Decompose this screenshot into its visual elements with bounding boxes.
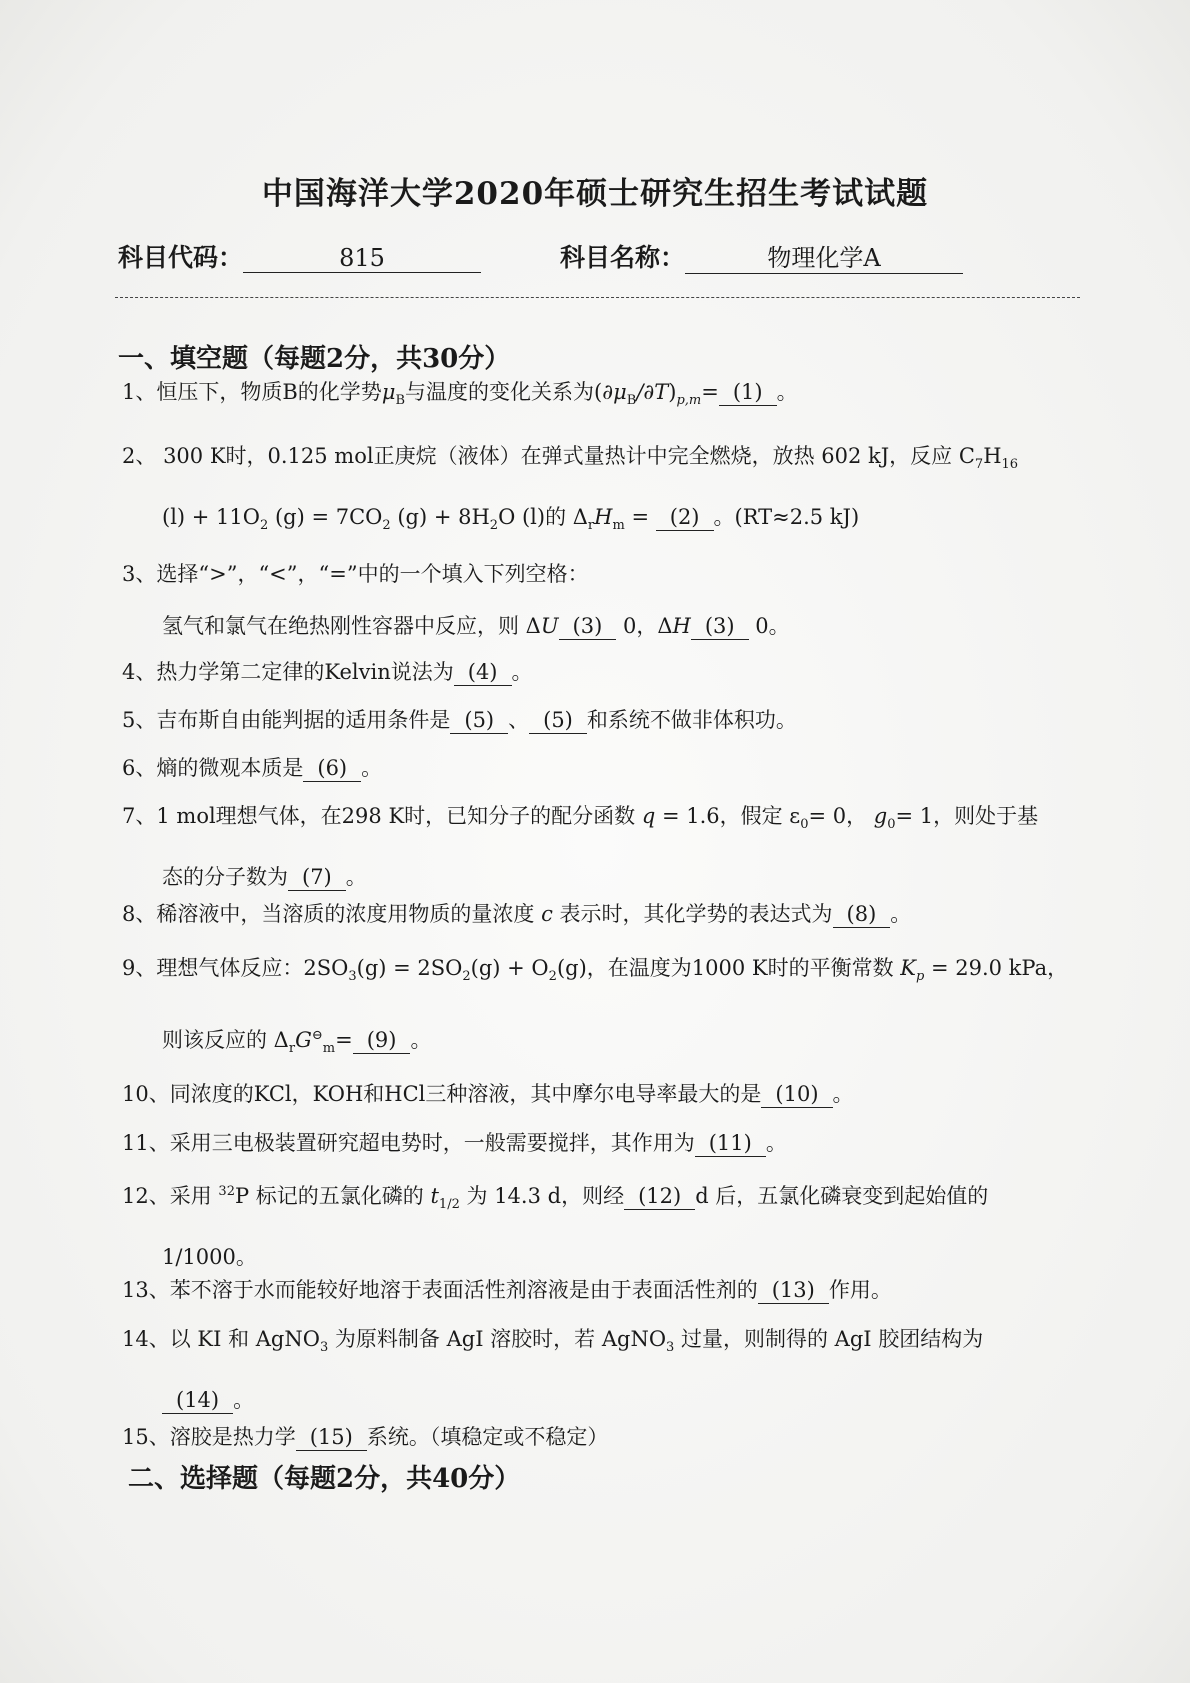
question-1: 1、恒压下，物质B的化学势$\mu_B$与温度的变化关系为$(\partial\mu_B/\partial T)_{p,m}= (1)$ 。 xyxy=(122,380,798,409)
question-4: 4、热力学第二定律的Kelvin说法为 (4) 。 xyxy=(122,660,533,684)
question-2: 2、 300 K时，0.125 mol正庚烷（液体）在弹式量热计中完全燃烧，放热 602 kJ，反应 $C_7H_{16}$ $(l) + 11O_2$ $(g) = 7CO_2$ $(g) + 8H_2O$ (l)的 $\Delta_rH_m = (2)$ 。(RT≈2.5 kJ) xyxy=(122,444,1019,534)
blank-3a: (3) xyxy=(559,613,617,640)
blank-6: (6) xyxy=(303,755,361,782)
blank-8: (8) xyxy=(833,901,891,928)
blank-12: (12) xyxy=(624,1183,695,1210)
subject-code-label: 科目代码： xyxy=(118,243,244,272)
blank-11: (11) xyxy=(695,1130,766,1157)
blank-2: (2) xyxy=(656,504,714,531)
blank-5a: (5) xyxy=(450,707,508,734)
blank-7: (7) xyxy=(288,864,346,891)
subject-name xyxy=(560,238,963,274)
subject-code xyxy=(118,238,481,274)
blank-5b: (5) xyxy=(529,707,587,734)
question-13: 13、苯不溶于水而能较好地溶于表面活性剂溶液是由于表面活性剂的 (13) 作用。 xyxy=(122,1278,892,1302)
blank-3b: (3) xyxy=(691,613,749,640)
question-14: 14、以 KI 和 AgNO$_3$ 为原料制备 AgI 溶胶时，若 AgNO$_3$ 过量，则制得的 AgI 胶团结构为 (14) 。 xyxy=(122,1327,984,1413)
blank-15: (15) xyxy=(296,1424,367,1451)
question-15: 15、溶胶是热力学 (15) 系统。（填稳定或不稳定） xyxy=(122,1425,609,1449)
question-3: 3、选择“>”，“<”，“=”中的一个填入下列空格： 氢气和氯气在绝热刚性容器中反应，则 ΔU (3) 0，ΔH (3) 0。 xyxy=(122,562,790,638)
question-8: 8、稀溶液中，当溶质的浓度用物质的量浓度 c 表示时，其化学势的表达式为 (8) 。 xyxy=(122,902,912,926)
question-10: 10、同浓度的KCl，KOH和HCl三种溶液，其中摩尔电导率最大的是 (10) 。 xyxy=(122,1082,854,1106)
exam-title: 中国海洋大学2020年硕士研究生招生考试试题 xyxy=(261,176,929,212)
blank-9: (9) xyxy=(353,1027,411,1054)
subject-name-label: 科目名称： xyxy=(560,243,686,272)
question-9-line2: 则该反应的 $\Delta_rG^⊖_m= (9)$ 。 xyxy=(162,1028,432,1057)
question-7: 7、1 mol理想气体，在298 K时，已知分子的配分函数 q = 1.6，假定 $\varepsilon_0= 0$， $g_0= 1$，则处于基 态的分子数为 (7) 。 xyxy=(122,804,1039,890)
question-5: 5、吉布斯自由能判据的适用条件是 (5) 、 (5) 和系统不做非体积功。 xyxy=(122,708,797,732)
question-6: 6、熵的微观本质是 (6) 。 xyxy=(122,756,383,780)
dashed-divider xyxy=(115,297,1080,298)
question-9: 9、理想气体反应：$2SO_3(g) = 2SO_2(g) + O_2(g)$，在温度为1000 K时的平衡常数 $K_p = 29.0$ kPa， xyxy=(122,956,1069,985)
section-fill-in-title: 一、填空题（每题2分，共30分） xyxy=(118,344,511,374)
section-choice-title: 二、选择题（每题2分，共40分） xyxy=(128,1464,521,1494)
question-11: 11、采用三电极装置研究超电势时，一般需要搅拌，其作用为 (11) 。 xyxy=(122,1131,787,1155)
blank-1: (1) xyxy=(719,379,777,406)
blank-4: (4) xyxy=(454,659,512,686)
subject-name-value: 物理化学A xyxy=(685,238,963,274)
blank-13: (13) xyxy=(758,1277,829,1304)
blank-14: (14) xyxy=(162,1387,233,1414)
question-12: 12、采用 $^{32}$P 标记的五氯化磷的 $t_{1/2}$ 为 14.3 d，则经 (12) d 后，五氯化磷衰变到起始值的 1/1000。 xyxy=(122,1184,989,1270)
subject-code-value: 815 xyxy=(243,244,481,273)
blank-10: (10) xyxy=(761,1081,832,1108)
